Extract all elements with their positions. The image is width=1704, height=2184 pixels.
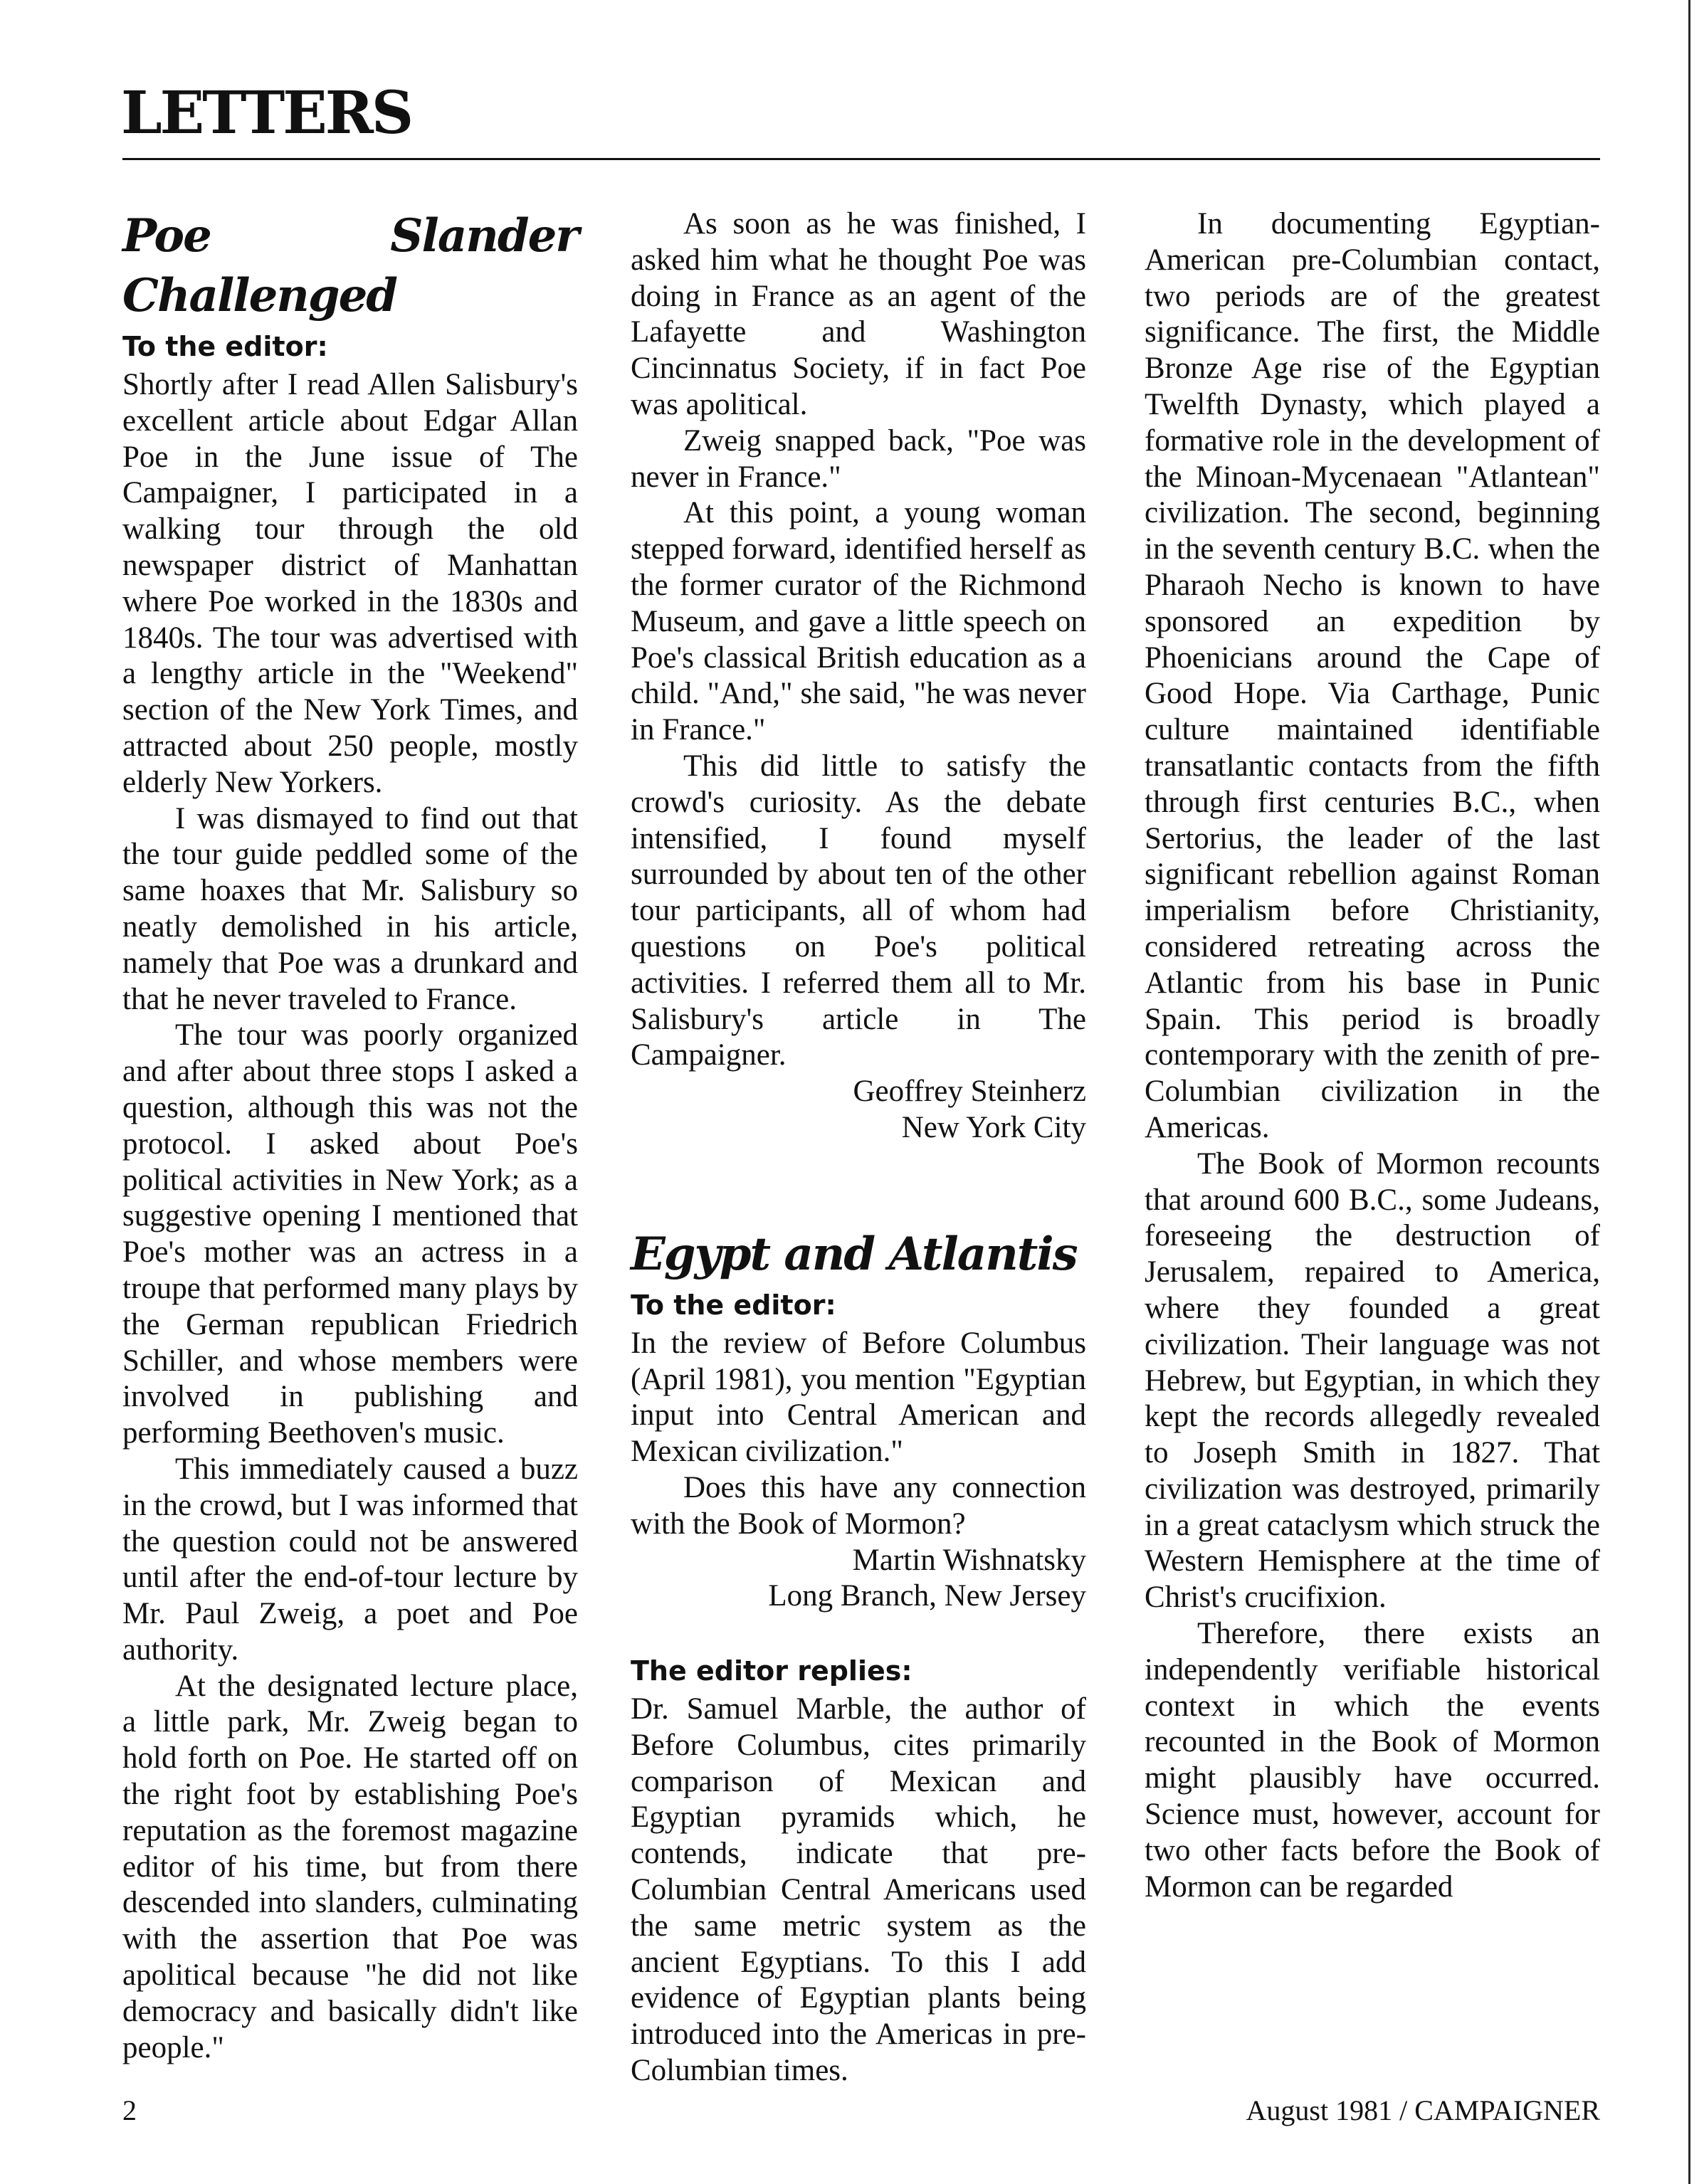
issue-line: August 1981 / CAMPAIGNER bbox=[1246, 2094, 1600, 2126]
letter1-paragraph: This did little to satisfy the crowd's curiosity. As the debate intensified, I found myself surrounded by about ten of the other tour participants, all of whom had questions on Poe's political activities. I referred them all to Mr. Salisbury's article in The Campaigner. bbox=[631, 749, 1086, 1072]
column-2 bbox=[631, 206, 1086, 2089]
spacer bbox=[631, 1146, 1086, 1225]
letter2-paragraph: In the review of Before Columbus (April 1981), you mention "Egyptian input into Central American and Mexican civilization." bbox=[631, 1326, 1086, 1469]
letter1-paragraph: At the designated lecture place, a little park, Mr. Zweig began to hold forth on Poe. He started off on the right foot by establishing Poe's reputation as the foremost magazine editor of his time, but from there descended into slanders, culminating with the assertion that Poe was apolitical because "he did not like democracy and basically didn't like people." bbox=[122, 1669, 578, 2064]
reply-paragraph: Therefore, there exists an independently verifiable historical context in which the events recounted in the Book of Mormon might plausibly have occurred. Science must, however, account for two other facts before the Book of Mormon can be regarded bbox=[1145, 1617, 1600, 1904]
page-number: 2 bbox=[122, 2094, 137, 2126]
reply-salutation: The editor replies: bbox=[631, 1655, 913, 1687]
letter1-paragraph: The tour was poorly organized and after about three stops I asked a question, although this was not the protocol. I asked about Poe's political activities in New York; as a suggestive opening I mentioned that Poe's mother was an actress in a troupe that performed many plays by the German republican Friedrich Schiller, and whose members were involved in publishing and performing Beethoven's music. bbox=[122, 1018, 578, 1450]
letter2-paragraph: Does this have any connection with the Book of Mormon? bbox=[631, 1470, 1086, 1541]
page-edge-line bbox=[1688, 0, 1690, 2184]
spacer bbox=[631, 1615, 1086, 1650]
letter1-headline: Poe Slander Challenged bbox=[122, 209, 578, 322]
letter1-salutation: To the editor: bbox=[122, 331, 328, 362]
letter2-signature-name: Martin Wishnatsky bbox=[852, 1543, 1086, 1577]
title-rule bbox=[122, 158, 1600, 160]
letter2-headline: Egypt and Atlantis bbox=[631, 1227, 1077, 1281]
letter1-signature-name: Geoffrey Steinherz bbox=[853, 1075, 1086, 1109]
letter1-paragraph: At this point, a young woman stepped forward, identified herself as the former curator of the Richmond Museum, and gave a little speech on Poe's classical British education as a child. "And," she said, "he was never in France." bbox=[631, 496, 1086, 747]
reply-paragraph: In documenting Egyptian-American pre-Columbian contact, two periods are of the greatest significance. The first, the Middle Bronze Age rise of the Egyptian Twelfth Dynasty, which played a formative role in the development of the Minoan-Mycenaean "Atlantean" civilization. The second, beginning in the seventh century B.C. when the Pharaoh Necho is known to have sponsored an expedition by Phoenicians around the Cape of Good Hope. Via Carthage, Punic culture maintained identifiable transatlantic contacts from the fifth through first centuries B.C., when Sertorius, the leader of the last significant rebellion against Roman imperialism before Christianity, considered retreating across the Atlantic from his base in Punic Spain. This period is broadly contemporary with the zenith of pre-Columbian civilization in the Americas. bbox=[1145, 207, 1600, 1144]
letter2-signature-place: Long Branch, New Jersey bbox=[768, 1579, 1086, 1613]
letter1-paragraph: Zweig snapped back, "Poe was never in France." bbox=[631, 423, 1086, 494]
reply-paragraph: The Book of Mormon recounts that around 600 B.C., some Judeans, foreseeing the destruction of Jerusalem, repaired to America, where they founded a great civilization. Their language was not Hebrew, but Egyptian, in which they kept the records allegedly revealed to Joseph Smith in 1827. That civilization was destroyed, primarily in a great cataclysm which struck the Western Hemisphere at the time of Christ's crucifixion. bbox=[1145, 1146, 1600, 1615]
letter1-paragraph: As soon as he was finished, I asked him what he thought Poe was doing in France as an agent of the Lafayette and Washington Cincinnatus Society, if in fact Poe was apolitical. bbox=[631, 207, 1086, 421]
letter1-signature-place: New York City bbox=[901, 1110, 1086, 1144]
letter2-salutation: To the editor: bbox=[631, 1289, 836, 1321]
column-1 bbox=[122, 206, 578, 2066]
section-title: LETTERS bbox=[121, 79, 412, 147]
column-3 bbox=[1145, 206, 1600, 1905]
letter1-paragraph: I was dismayed to find out that the tour guide peddled some of the same hoaxes that Mr. Salisbury so neatly demolished in his article, namely that Poe was a drunkard and that he never traveled to France. bbox=[122, 801, 578, 1016]
letter1-paragraph: Shortly after I read Allen Salisbury's excellent article about Edgar Allan Poe in the June issue of The Campaigner, I participated in a walking tour through the old newspaper district of Manhattan where Poe worked in the 1830s and 1840s. The tour was advertised with a lengthy article in the "Weekend" section of the New York Times, and attracted about 250 people, mostly elderly New Yorkers. bbox=[122, 368, 578, 799]
letter1-paragraph: This immediately caused a buzz in the crowd, but I was informed that the question could not be answered until after the end-of-tour lecture by Mr. Paul Zweig, a poet and Poe authority. bbox=[122, 1452, 578, 1667]
reply-paragraph: Dr. Samuel Marble, the author of Before Columbus, cites primarily comparison of Mexican and Egyptian pyramids which, he contends, indicate that pre-Columbian Central Americans used the same metric system as the ancient Egyptians. To this I add evidence of Egyptian plants being introduced into the Americas in pre-Columbian times. bbox=[631, 1692, 1086, 2088]
